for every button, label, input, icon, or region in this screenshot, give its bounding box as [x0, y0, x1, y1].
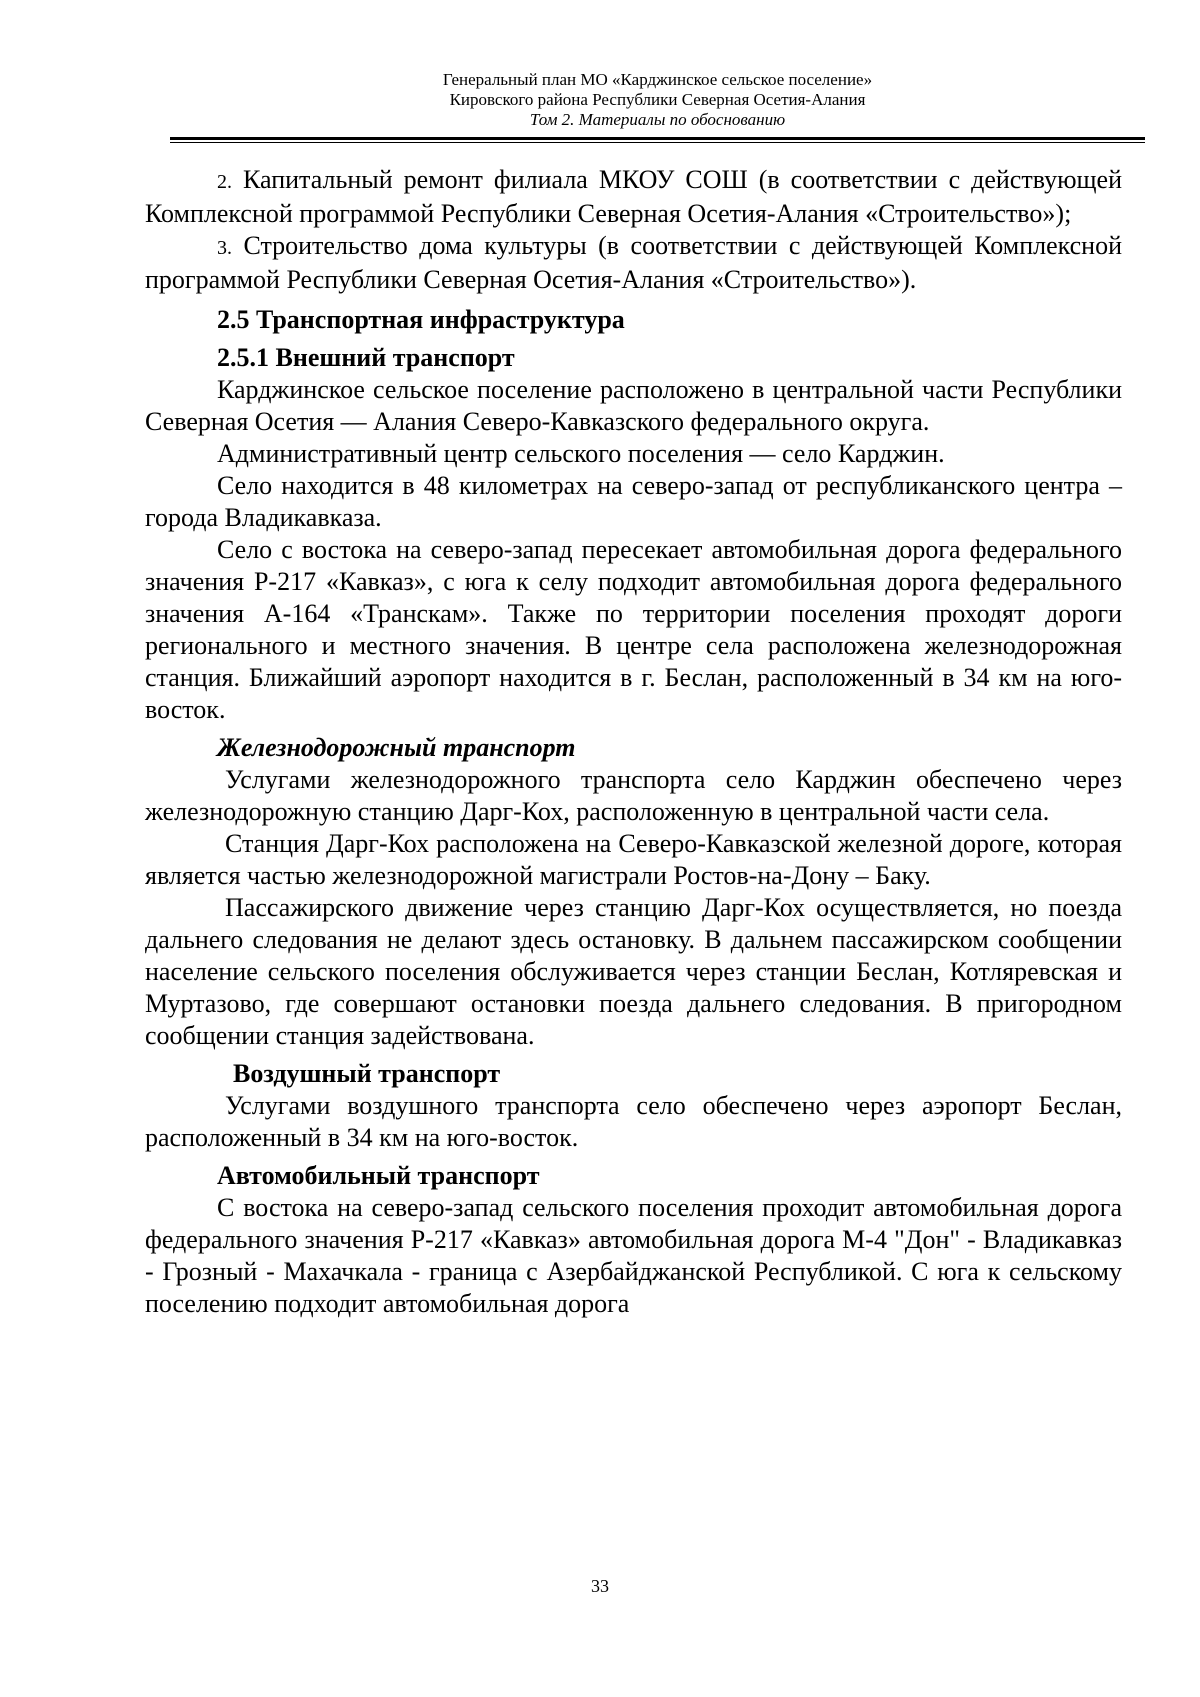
paragraph-location: Карджинское сельское поселение расположено в центральной части Республики Северная Осетия — Алания Северо-Кавказского федерального округа. — [145, 375, 1122, 436]
page-header — [170, 70, 1145, 130]
header-line-1: Генеральный план МО «Карджинское сельское поселение» — [442, 70, 873, 89]
list-item-2-text: Капитальный ремонт филиала МКОУ СОШ (в соответствии с действующей Комплексной программой Республики Северная Осетия-Алания «Строительство»); — [145, 165, 1123, 228]
subsection-heading-2-5-1: 2.5.1 Внешний транспорт — [217, 343, 515, 372]
header-rule-thin — [170, 142, 1145, 143]
header-line-3: Том 2. Материалы по обоснованию — [529, 110, 786, 129]
paragraph-rail-service: Услугами железнодорожного транспорта село Карджин обеспечено через железнодорожную станцию Дарг-Кох, расположенную в центральной части села. — [145, 765, 1122, 826]
paragraph-roads: Село с востока на северо-запад пересекает автомобильная дорога федерального значения Р-217 «Кавказ», с юга к селу подходит автомобильная дорога федерального значения А-164 «Транскам». Также по территории поселения проходят дороги регионального и местного значения. В центре села расположена железнодорожная станция. Ближайший аэропорт находится в г. Беслан, расположенный в 34 км на юго-восток. — [145, 535, 1122, 724]
list-item-2 — [145, 164, 1122, 230]
heading-rail-transport: Железнодорожный транспорт — [217, 733, 576, 762]
paragraph-air-service: Услугами воздушного транспорта село обеспечено через аэропорт Беслан, расположенный в 34 км на юго-восток. — [145, 1091, 1122, 1152]
list-item-3-text: Строительство дома культуры (в соответствии с действующей Комплексной программой Республики Северная Осетия-Алания «Строительство»). — [145, 231, 1122, 294]
paragraph-rail-passengers: Пассажирского движение через станцию Дарг-Кох осуществляется, но поезда дальнего следования не делают здесь остановку. В дальнем пассажирском сообщении население сельского поселения обслуживается через станции Беслан, Котляревская и Муртазово, где совершают остановки поезда дальнего следования. В пригородном сообщении станция задействована. — [145, 893, 1122, 1050]
heading-auto-transport: Автомобильный транспорт — [217, 1161, 540, 1190]
header-line-2: Кировского района Республики Северная Осетия-Алания — [449, 90, 866, 109]
paragraph-admin-center: Административный центр сельского поселения — село Карджин. — [217, 439, 945, 468]
paragraph-rail-station: Станция Дарг-Кох расположена на Северо-Кавказской железной дороге, которая является частью железнодорожной магистрали Ростов-на-Дону – Баку. — [145, 829, 1122, 890]
paragraph-auto-roads: С востока на северо-запад сельского поселения проходит автомобильная дорога федерального значения Р-217 «Кавказ» автомобильная дорога М-4 "Дон" - Владикавказ - Грозный - Махачкала - граница с Азербайджанской Республикой. С юга к сельскому поселению подходит автомобильная дорога — [145, 1193, 1122, 1318]
page-number: 33 — [591, 1576, 609, 1596]
list-item-3 — [145, 230, 1122, 296]
list-item-2-number: 2. — [217, 171, 232, 193]
heading-air-transport: Воздушный транспорт — [233, 1059, 501, 1088]
list-item-3-number: 3. — [217, 237, 232, 259]
header-rule-thick — [170, 137, 1145, 140]
section-heading-2-5: 2.5 Транспортная инфраструктура — [217, 305, 625, 334]
page-body — [145, 164, 1122, 1320]
paragraph-distance: Село находится в 48 километрах на северо-запад от республиканского центра – города Владикавказа. — [145, 471, 1122, 532]
